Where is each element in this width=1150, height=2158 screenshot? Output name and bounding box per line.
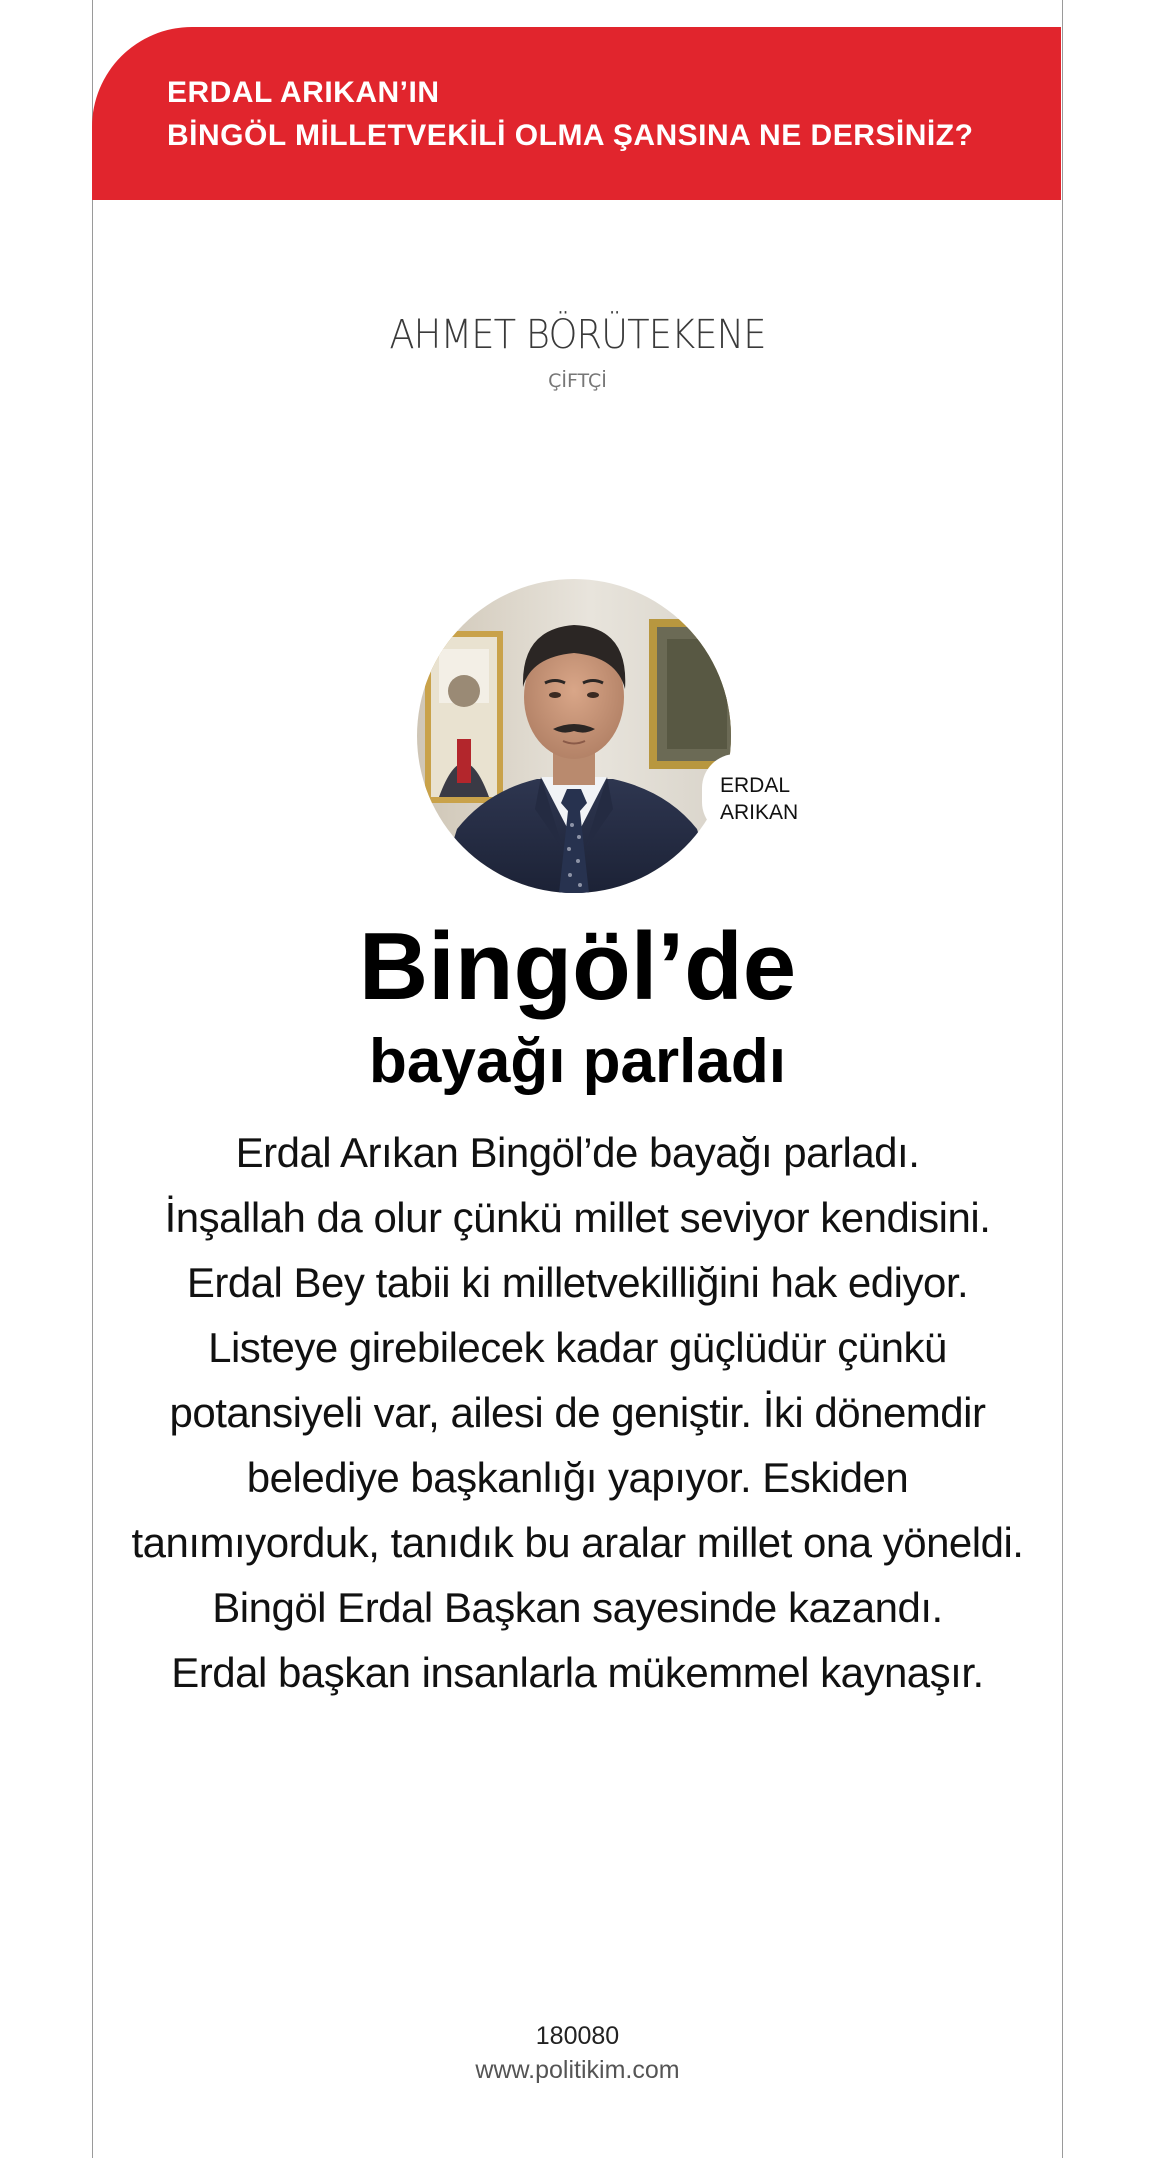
footer-code: 180080 bbox=[535, 2022, 620, 2050]
quote-line: Erdal Bey tabii ki milletvekilliğini hak ediyor. bbox=[186, 1259, 969, 1306]
subject-portrait-photo bbox=[417, 579, 731, 893]
question-line-2: BİNGÖL MİLLETVEKİLİ OLMA ŞANSINA NE DERSİNİZ? bbox=[167, 119, 974, 152]
quote-line: potansiyeli var, ailesi de geniştir. İki dönemdir bbox=[169, 1389, 986, 1436]
quote-body bbox=[92, 1120, 1063, 1705]
quote-line: İnşallah da olur çünkü millet seviyor kendisini. bbox=[164, 1194, 991, 1241]
headline-main: Bingöl’de bbox=[358, 913, 797, 1020]
quote-line: Erdal Arıkan Bingöl’de bayağı parladı. bbox=[235, 1129, 920, 1176]
footer-website: www.politikim.com bbox=[475, 2056, 680, 2084]
subject-last-name: ARIKAN bbox=[720, 801, 799, 824]
question-banner bbox=[92, 27, 1061, 200]
quote-line: Erdal başkan insanlarla mükemmel kaynaşır. bbox=[171, 1649, 984, 1696]
question-line-1: ERDAL ARIKAN’IN bbox=[167, 76, 440, 109]
subject-first-name: ERDAL bbox=[720, 774, 791, 797]
headline-sub: bayağı parladı bbox=[369, 1027, 786, 1096]
respondent-name: AHMET BÖRÜTEKENE bbox=[389, 312, 766, 358]
subject-caption bbox=[702, 754, 810, 836]
quote-line: Listeye girebilecek kadar güçlüdür çünkü bbox=[208, 1324, 947, 1371]
respondent-occupation: ÇİFTÇİ bbox=[548, 370, 607, 392]
quote-line: tanımıyorduk, tanıdık bu aralar millet ona yöneldi. bbox=[131, 1519, 1024, 1566]
quote-line: Bingöl Erdal Başkan sayesinde kazandı. bbox=[212, 1584, 943, 1631]
quote-line: belediye başkanlığı yapıyor. Eskiden bbox=[246, 1454, 909, 1501]
